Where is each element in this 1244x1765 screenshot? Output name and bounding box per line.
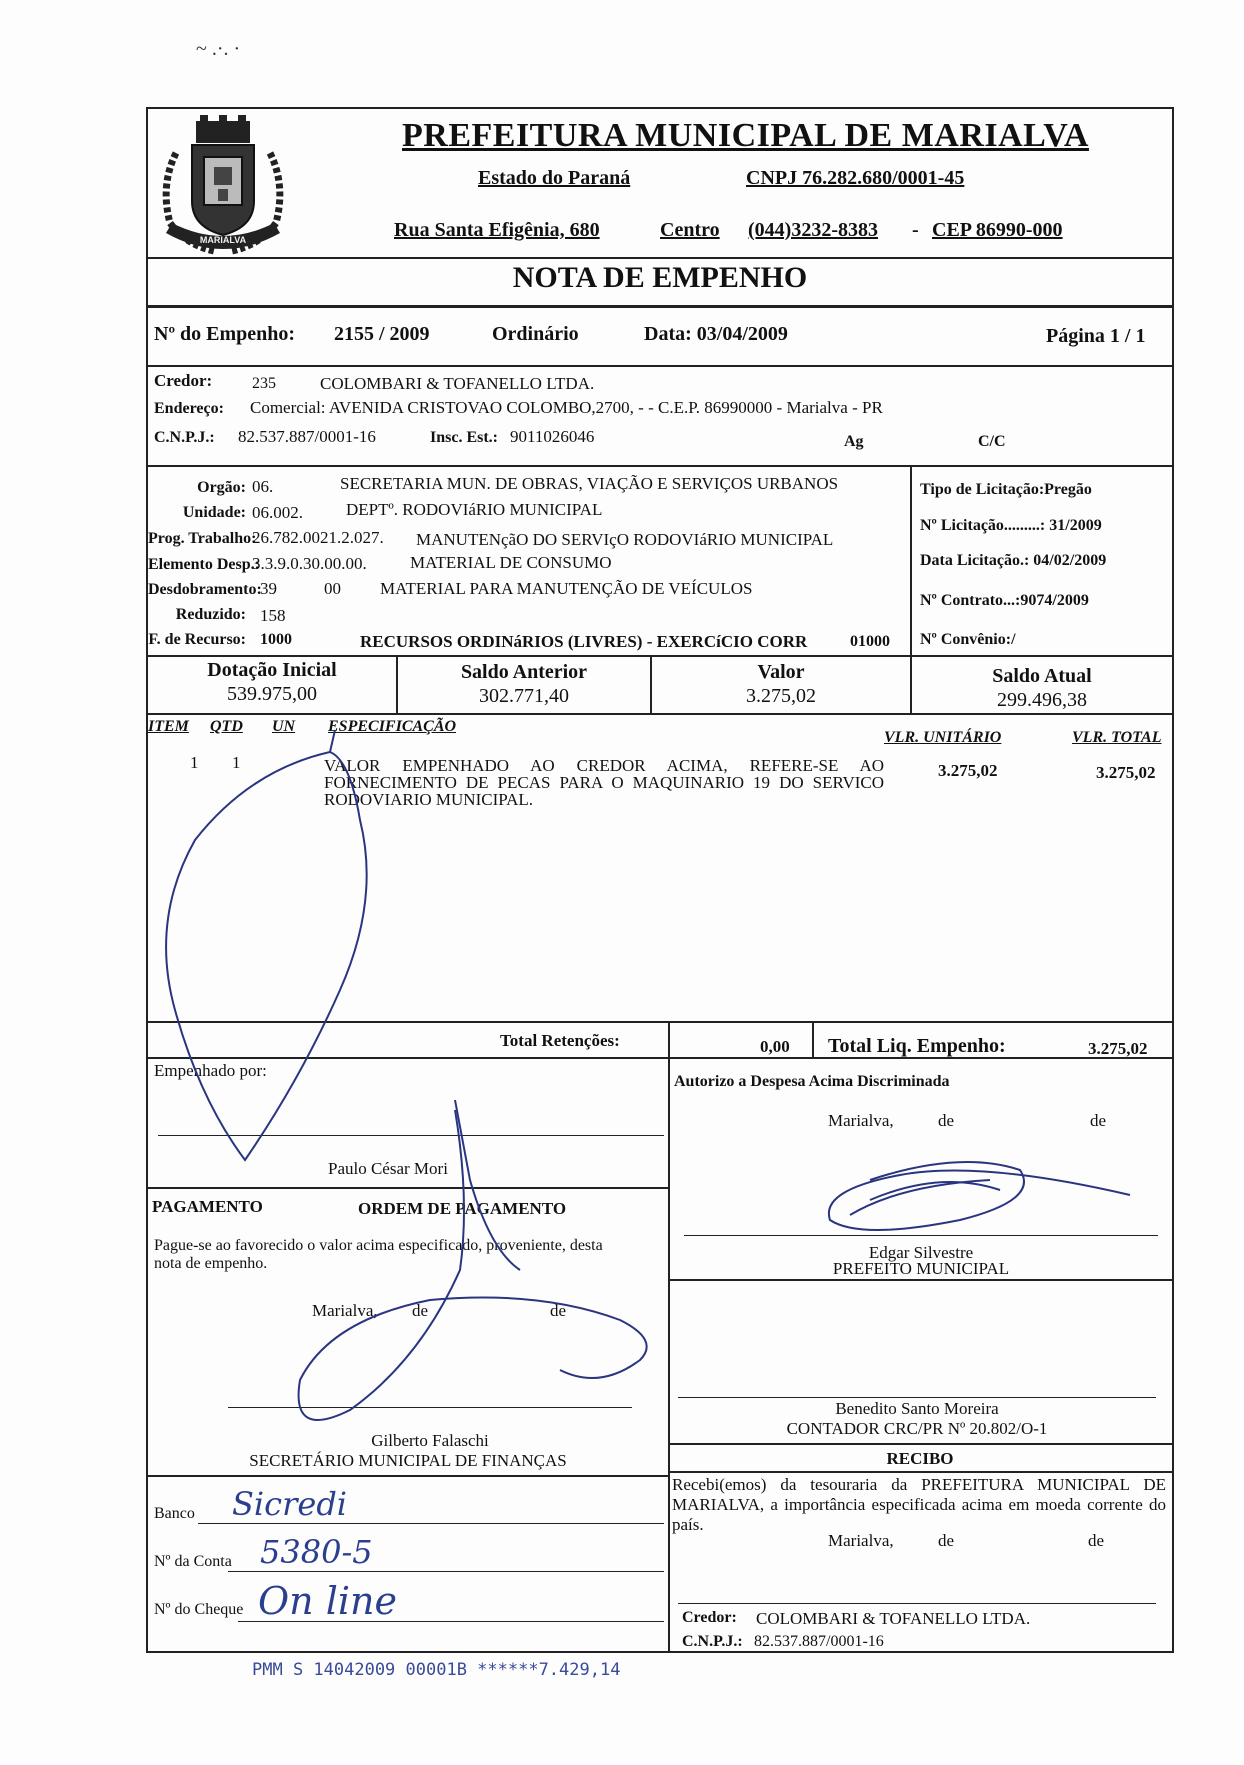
unidade-nome: DEPTº. RODOVIáRIO MUNICIPAL xyxy=(346,500,603,519)
header-telefone: (044)3232-8383 xyxy=(748,219,878,241)
numero-conta-label: Nº da Conta xyxy=(154,1553,232,1570)
recibo-credor: COLOMBARI & TOFANELLO LTDA. xyxy=(756,1609,1031,1628)
ordem-pagamento-label: ORDEM DE PAGAMENTO xyxy=(358,1199,567,1218)
header-centro: Centro xyxy=(660,219,720,241)
insc-label: Insc. Est.: xyxy=(430,429,499,446)
recibo-cnpj: 82.537.887/0001-16 xyxy=(754,1633,884,1650)
prog-trabalho-nome: MANUTENçãO DO SERVIçO RODOVIáRIO MUNICIPAL xyxy=(416,530,834,549)
total-retencoes-valor: 0,00 xyxy=(760,1037,790,1056)
data-licitacao: Data Licitação.: 04/02/2009 xyxy=(920,552,1107,569)
autenticacao-bancaria: PMM S 14042009 00001B ******7.429,14 xyxy=(252,1660,621,1680)
prog-trabalho-codigo: 26.782.0021.2.027. xyxy=(252,528,384,547)
saldo-anterior-label: Saldo Anterior xyxy=(460,661,588,683)
desdobramento-codigo1: 39 xyxy=(260,579,277,598)
recibo-de1: de xyxy=(938,1531,955,1550)
empenho-tipo: Ordinário xyxy=(492,323,579,345)
elemento-label: Elemento Desp.: xyxy=(148,556,260,573)
desdobramento-codigo2: 00 xyxy=(324,579,341,598)
pagamento-de2: de xyxy=(550,1301,567,1320)
credor-cnpj-label: C.N.P.J.: xyxy=(154,429,215,446)
unidade-codigo: 06.002. xyxy=(252,503,303,522)
recibo-de2: de xyxy=(1088,1531,1105,1550)
banco-label: Banco xyxy=(154,1505,195,1522)
agencia-label: Ag xyxy=(844,433,864,450)
orgao-codigo: 06. xyxy=(252,477,274,496)
document-title: NOTA DE EMPENHO xyxy=(512,261,808,294)
header-cnpj: CNPJ 76.282.680/0001-45 xyxy=(746,167,965,189)
insc-value: 9011026046 xyxy=(510,427,595,446)
autorizo-de2: de xyxy=(1090,1111,1107,1130)
credor-endereco: Comercial: AVENIDA CRISTOVAO COLOMBO,2700, - - C.E.P. 86990000 - Marialva - PR xyxy=(250,398,883,417)
numero-conta-manuscrito: 5380-5 xyxy=(260,1533,373,1571)
prefeito-signature-icon xyxy=(829,1162,1130,1230)
orgao-label: Orgão: xyxy=(197,479,246,496)
item-numero: 1 xyxy=(190,753,199,772)
total-liquido-valor: 3.275,02 xyxy=(1088,1039,1148,1058)
secretario-cargo: SECRETÁRIO MUNICIPAL DE FINANÇAS xyxy=(249,1451,567,1470)
col-vlr-unitario-header: VLR. UNITÁRIO xyxy=(884,729,1002,746)
fonte-recurso-label: F. de Recurso: xyxy=(148,631,246,648)
recibo-texto: Recebi(emos) da tesouraria da PREFEITURA MUNICIPAL DE MARIALVA, a importância especificada acima em moeda corrente do país. xyxy=(672,1475,1166,1534)
recibo-local: Marialva, xyxy=(828,1531,894,1550)
item-especificacao: VALOR EMPENHADO AO CREDOR ACIMA, REFERE-SE AO FORNECIMENTO DE PECAS PARA O MAQUINARIO 19 DO SERVICO RODOVIARIO MUNICIPAL. xyxy=(324,756,884,809)
contador-cargo: CONTADOR CRC/PR Nº 20.802/O-1 xyxy=(786,1419,1048,1438)
reduzido-valor: 158 xyxy=(260,606,286,625)
numero-convenio: Nº Convênio:/ xyxy=(920,631,1016,648)
empenho-number: 2155 / 2009 xyxy=(334,323,430,345)
empenho-data: Data: 03/04/2009 xyxy=(644,323,788,345)
elemento-nome: MATERIAL DE CONSUMO xyxy=(410,553,612,572)
recibo-cnpj-label: C.N.P.J.: xyxy=(682,1633,743,1650)
numero-licitacao: Nº Licitação.........: 31/2009 xyxy=(920,517,1102,534)
pagamento-label: PAGAMENTO xyxy=(152,1197,263,1216)
header-separator: - xyxy=(912,219,919,241)
numero-contrato: Nº Contrato...:9074/2009 xyxy=(920,592,1089,609)
page-number: Página 1 / 1 xyxy=(1046,325,1146,347)
empenho-number-label: Nº do Empenho: xyxy=(154,323,296,345)
item-quantidade: 1 xyxy=(232,753,241,772)
credor-label: Credor: xyxy=(154,371,213,390)
autorizo-local: Marialva, xyxy=(828,1111,894,1130)
col-especificacao-header: ESPECIFICAÇÃO xyxy=(328,718,457,735)
fonte-recurso-codigo: 1000 xyxy=(260,631,292,648)
recibo-label: RECIBO xyxy=(886,1449,954,1468)
header-title: PREFEITURA MUNICIPAL DE MARIALVA xyxy=(402,117,1089,154)
unidade-label: Unidade: xyxy=(182,504,246,521)
fonte-recurso-codigo2: 01000 xyxy=(850,633,890,650)
empenhado-por-label: Empenhado por: xyxy=(154,1061,267,1080)
credor-codigo: 235 xyxy=(252,375,276,392)
credor-cnpj: 82.537.887/0001-16 xyxy=(238,427,376,446)
empenho-signature-icon xyxy=(166,752,367,1160)
header-cep: CEP 86990-000 xyxy=(932,219,1063,241)
recibo-credor-label: Credor: xyxy=(682,1609,737,1626)
header-endereco: Rua Santa Efigênia, 680 xyxy=(394,219,600,241)
tipo-licitacao: Tipo de Licitação:Pregão xyxy=(920,481,1092,498)
contador-nome: Benedito Santo Moreira xyxy=(835,1399,999,1418)
top-marks: ~ .·. · xyxy=(196,38,241,60)
desdobramento-nome: MATERIAL PARA MANUTENÇÃO DE VEÍCULOS xyxy=(380,579,753,598)
numero-cheque-manuscrito: On line xyxy=(258,1579,397,1623)
credor-nome: COLOMBARI & TOFANELLO LTDA. xyxy=(320,374,595,393)
valor-label: Valor xyxy=(757,661,805,683)
valor-valor: 3.275,02 xyxy=(746,685,816,707)
fonte-recurso-nome: RECURSOS ORDINáRIOS (LIVRES) - EXERCíCIO CORR xyxy=(360,632,808,651)
desdobramento-label: Desdobramento: xyxy=(148,581,262,598)
dotacao-inicial-valor: 539.975,00 xyxy=(227,683,317,705)
empenhado-por-nome: Paulo César Mori xyxy=(328,1159,448,1178)
saldo-anterior-valor: 302.771,40 xyxy=(479,685,569,707)
header-estado: Estado do Paraná xyxy=(478,167,631,189)
secretario-signature-icon xyxy=(299,1110,647,1420)
col-qtd-header: QTD xyxy=(210,718,243,735)
pagamento-texto: Pague-se ao favorecido o valor acima especificado, proveniente, desta nota de empenho. xyxy=(154,1237,603,1272)
elemento-codigo: 3.3.9.0.30.00.00. xyxy=(252,554,367,573)
col-un-header: UN xyxy=(272,718,296,735)
prog-trabalho-label: Prog. Trabalho: xyxy=(148,530,257,547)
item-valor-unitario: 3.275,02 xyxy=(938,761,998,780)
pagamento-local: Marialva, xyxy=(312,1301,378,1320)
conta-corrente-label: C/C xyxy=(978,433,1006,450)
prefeito-cargo: PREFEITO MUNICIPAL xyxy=(832,1259,1010,1278)
total-liquido-label: Total Liq. Empenho: xyxy=(828,1035,1006,1057)
autorizo-de1: de xyxy=(938,1111,955,1130)
numero-cheque-label: Nº do Cheque xyxy=(154,1601,244,1618)
prefeito-nome: Edgar Silvestre xyxy=(868,1243,974,1262)
col-vlr-total-header: VLR. TOTAL xyxy=(1072,729,1162,746)
seal-banner-text: MARIALVA xyxy=(199,235,247,245)
dotacao-inicial-label: Dotação Inicial xyxy=(207,659,337,681)
autorizo-label: Autorizo a Despesa Acima Discriminada xyxy=(674,1073,950,1090)
total-retencoes-label: Total Retenções: xyxy=(500,1031,620,1050)
saldo-atual-valor: 299.496,38 xyxy=(997,689,1087,711)
item-valor-total: 3.275,02 xyxy=(1096,763,1156,782)
endereco-label: Endereço: xyxy=(154,400,224,417)
pagamento-de1: de xyxy=(412,1301,429,1320)
banco-valor-manuscrito: Sicredi xyxy=(232,1485,348,1523)
reduzido-label: Reduzido: xyxy=(175,606,246,623)
saldo-atual-label: Saldo Atual xyxy=(992,665,1092,687)
secretario-nome: Gilberto Falaschi xyxy=(371,1431,489,1450)
col-item-header: ITEM xyxy=(148,718,189,735)
orgao-nome: SECRETARIA MUN. DE OBRAS, VIAÇÃO E SERVIÇOS URBANOS xyxy=(340,474,839,493)
